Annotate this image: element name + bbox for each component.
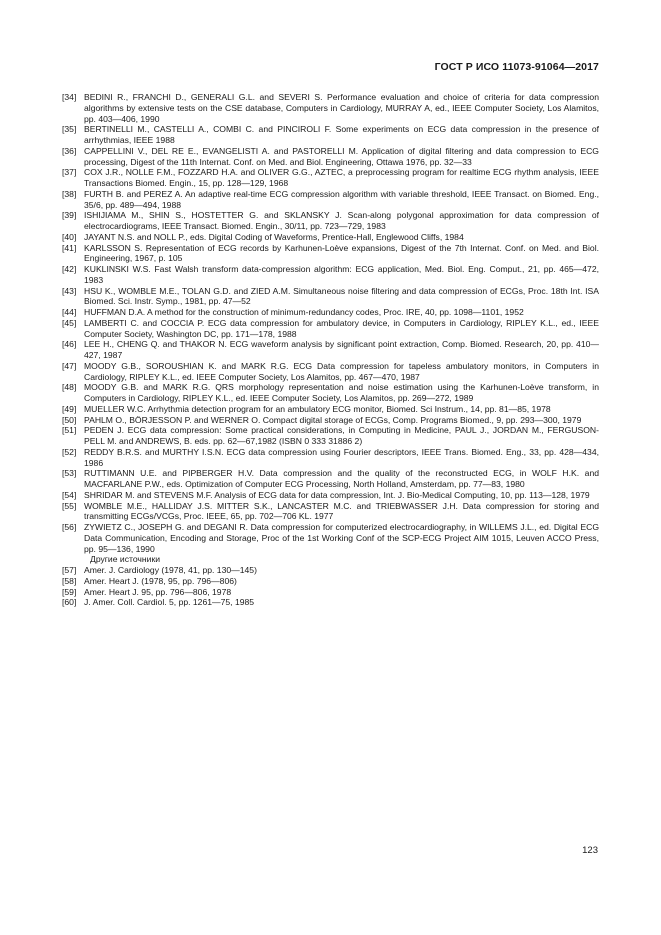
reference-number: [34] — [62, 92, 77, 102]
reference-number: [44] — [62, 307, 77, 317]
other-sources-label: Другие источники — [90, 554, 161, 565]
reference-item — [62, 264, 599, 286]
reference-text: LEE H., CHENG Q. and THAKOR N. ECG waveform analysis by significant point extraction, Comp. Biomed. Research, 20, pp. 410—427, 1987 — [84, 339, 599, 360]
reference-item — [62, 361, 599, 383]
reference-text: SHRIDAR M. and STEVENS M.F. Analysis of ECG data for data compression, Int. J. Bio-Medical Computing, 10, pp. 113—128, 1979 — [84, 489, 590, 500]
reference-item — [62, 425, 599, 447]
reference-item — [62, 490, 599, 501]
reference-item — [62, 92, 599, 124]
reference-text: BERTINELLI M., CASTELLI A., COMBI C. and PINCIROLI F. Some experiments on ECG data compression in the presence of arrhythmias, IEEE 1988 — [84, 124, 599, 145]
reference-item — [62, 318, 599, 340]
reference-number: [54] — [62, 489, 77, 500]
reference-number: [45] — [62, 317, 77, 328]
reference-number: [47] — [62, 360, 77, 371]
reference-item — [62, 587, 599, 598]
reference-text: BEDINI R., FRANCHI D., GENERALI G.L. and SEVERI S. Performance evaluation and choice of criteria for data compression algorithms by extensive tests on the CSE database, Computers in Cardiology, MURRAY A, ed., IEEE Computer Society, Los Alamitos, pp. 403—406, 1990 — [84, 92, 599, 124]
page-header-standard: ГОСТ Р ИСО 11073-91064—2017 — [434, 61, 599, 73]
reference-number: [41] — [62, 242, 77, 253]
reference-number: [50] — [62, 414, 77, 425]
reference-text: HUFFMAN D.A. A method for the construction of minimum-redundancy codes, Proc. IRE, 40, pp. 1098—1101, 1952 — [84, 307, 524, 317]
reference-item — [62, 286, 599, 308]
reference-text: ZYWIETZ C., JOSEPH G. and DEGANI R. Data compression for computerized electrocardiography, in WILLEMS J.L., ed. Digital ECG Data Communication, Encoding and Storage, Proc of the 1st Working Conf of the SCP-ECG Project AIM 1015, Leuven ACCO Press, pp. 95—136, 1990 — [84, 522, 599, 554]
reference-number: [42] — [62, 264, 77, 274]
reference-number: [59] — [62, 586, 77, 597]
reference-text: REDDY B.R.S. and MURTHY I.S.N. ECG data compression using Fourier descriptors, IEEE Trans. Biomed. Eng., 33, pp. 428—434, 1986 — [84, 446, 599, 468]
reference-number: [53] — [62, 468, 77, 479]
reference-number: [57] — [62, 565, 77, 575]
reference-text: COX J.R., NOLLE F.M., FOZZARD H.A. and OLIVER G.G., AZTEC, a preprocessing program for realtime ECG rhythm analysis, IEEE Transactions Biomed. Engin., 15, pp. 128—129, 1968 — [84, 167, 599, 188]
reference-text: KUKLINSKI W.S. Fast Walsh transform data-compression algorithm: ECG application, Med. Biol. Eng. Comput., 21, pp. 465—472, 1983 — [84, 264, 599, 285]
reference-number: [58] — [62, 575, 77, 586]
reference-item — [62, 501, 599, 523]
reference-item — [62, 415, 599, 426]
reference-text: MUELLER W.C. Arrhythmia detection program for an ambulatory ECG monitor, Biomed. Sci Instrum., 14, pp. 81—85, 1978 — [84, 403, 551, 414]
reference-item — [62, 404, 599, 415]
reference-item — [62, 243, 599, 265]
reference-number: [56] — [62, 522, 77, 532]
reference-text: Amer. J. Cardiology (1978, 41, pp. 130—145) — [84, 565, 257, 575]
page-number: 123 — [582, 845, 598, 856]
reference-text: CAPPELLINI V., DEL RE E., EVANGELISTI A. and PASTORELLI M. Application of digital filtering and data compression to ECG processing, Digest of the 11th Internat. Conf. on Med. and Biol. Engineering, Ottawa 1976, pp. 32—33 — [84, 145, 599, 167]
reference-text: WOMBLE M.E., HALLIDAY J.S. MITTER S.K., LANCASTER M.C. and TRIEBWASSER J.H. Data compression for storing and transmitting ECGs/VCGs, Proc. IEEE, 65, pp. 702—706 KL. 1977 — [84, 500, 599, 522]
reference-item — [62, 167, 599, 189]
reference-text: PEDEN J. ECG data compression: Some practical considerations, in Computing in Medicine, PAUL J., JORDAN M., FERGUSON-PELL M. and ANDREWS, B. eds. pp. 62—67,1982 (ISBN 0 333 31886 2) — [84, 425, 599, 446]
reference-text: FURTH B. and PEREZ A. An adaptive real-time ECG compression algorithm with variable threshold, IEEE Transact. on Biomed. Eng., 35/6, pp. 489—494, 1988 — [84, 188, 599, 210]
reference-number: [55] — [62, 500, 77, 511]
reference-item — [62, 124, 599, 146]
reference-item — [62, 339, 599, 361]
reference-number: [40] — [62, 231, 77, 242]
reference-number: [46] — [62, 339, 77, 350]
reference-number: [38] — [62, 188, 77, 199]
reference-list — [62, 92, 599, 608]
reference-text: J. Amer. Coll. Cardiol. 5, pp. 1261—75, 1985 — [84, 597, 255, 608]
reference-number: [49] — [62, 403, 77, 414]
reference-item — [62, 382, 599, 404]
reference-item — [62, 210, 599, 232]
reference-text: MOODY G.B. and MARK R.G. QRS morphology representation and noise estimation using the Karhunen-Loève transform, in Computers in Cardiology, RIPLEY K.L., ed. IEEE Computer Society, Los Alamitos, pp. 269—272, 1989 — [84, 382, 599, 403]
reference-item — [62, 146, 599, 168]
reference-text: KARLSSON S. Representation of ECG records by Karhunen-Loève expansions, Digest of the 7th Internat. Conf. on Med. and Biol. Engineering, 1967, p. 105 — [84, 242, 599, 264]
reference-text: Amer. Heart J. 95, pp. 796—806, 1978 — [84, 586, 232, 597]
reference-number: [39] — [62, 210, 77, 221]
reference-item — [62, 522, 599, 554]
reference-number: [43] — [62, 285, 77, 296]
reference-item — [62, 189, 599, 211]
reference-item — [62, 565, 599, 576]
reference-item — [62, 576, 599, 587]
reference-number: [36] — [62, 145, 77, 156]
reference-item — [62, 447, 599, 469]
reference-text: JAYANT N.S. and NOLL P., eds. Digital Coding of Waveforms, Prentice-Hall, Englewood Cliffs, 1984 — [84, 231, 464, 242]
reference-number: [37] — [62, 167, 77, 178]
reference-text: Amer. Heart J. (1978, 95, pp. 796—806) — [84, 575, 237, 586]
reference-text: PAHLM O., BÖRJESSON P. and WERNER O. Compact digital storage of ECGs, Comp. Programs Biomed., 9, pp. 293—300, 1979 — [84, 414, 582, 425]
reference-number: [48] — [62, 382, 77, 393]
reference-item — [62, 307, 599, 318]
reference-text: MOODY G.B., SOROUSHIAN K. and MARK R.G. ECG Data compression for tapeless ambulatory monitors, in Computers in Cardiology, RIPLEY K.L., ed. IEEE Computer Society, Los Alamitos, pp. 467—470, 1987 — [84, 360, 599, 382]
reference-text: ISHIJIAMA M., SHIN S., HOSTETTER G. and SKLANSKY J. Scan-along polygonal approximation for data compression of electrocardiograms, IEEE Transact. Biomed. Engin., 30/11, pp. 723—729, 1983 — [84, 210, 599, 231]
reference-text: LAMBERTI C. and COCCIA P. ECG data compression for ambulatory device, in Computers in Cardiology, RIPLEY K.L., ed., IEEE Computer Society, Washington DC, pp. 171—178, 1988 — [84, 317, 599, 339]
reference-item — [62, 597, 599, 608]
reference-item — [62, 232, 599, 243]
reference-text: RUTTIMANN U.E. and PIPBERGER H.V. Data compression and the quality of the reconstructed ECG, in WOLF H.K. and MACFARLANE P.W., eds. Optimization of Computer ECG Processing, North Holland, Amsterdam, pp. 77—83, 1980 — [84, 468, 599, 489]
reference-item — [62, 468, 599, 490]
reference-number: [60] — [62, 597, 77, 608]
reference-number: [52] — [62, 446, 77, 457]
reference-text: HSU K., WOMBLE M.E., TOLAN G.D. and ZIED A.M. Simultaneous noise filtering and data compression of ECGs, Proc. 18th Int. ISA Biomed. Sci. Instr. Symp., 1981, pp. 47—52 — [84, 285, 599, 307]
reference-number: [51] — [62, 425, 77, 436]
reference-number: [35] — [62, 124, 77, 135]
